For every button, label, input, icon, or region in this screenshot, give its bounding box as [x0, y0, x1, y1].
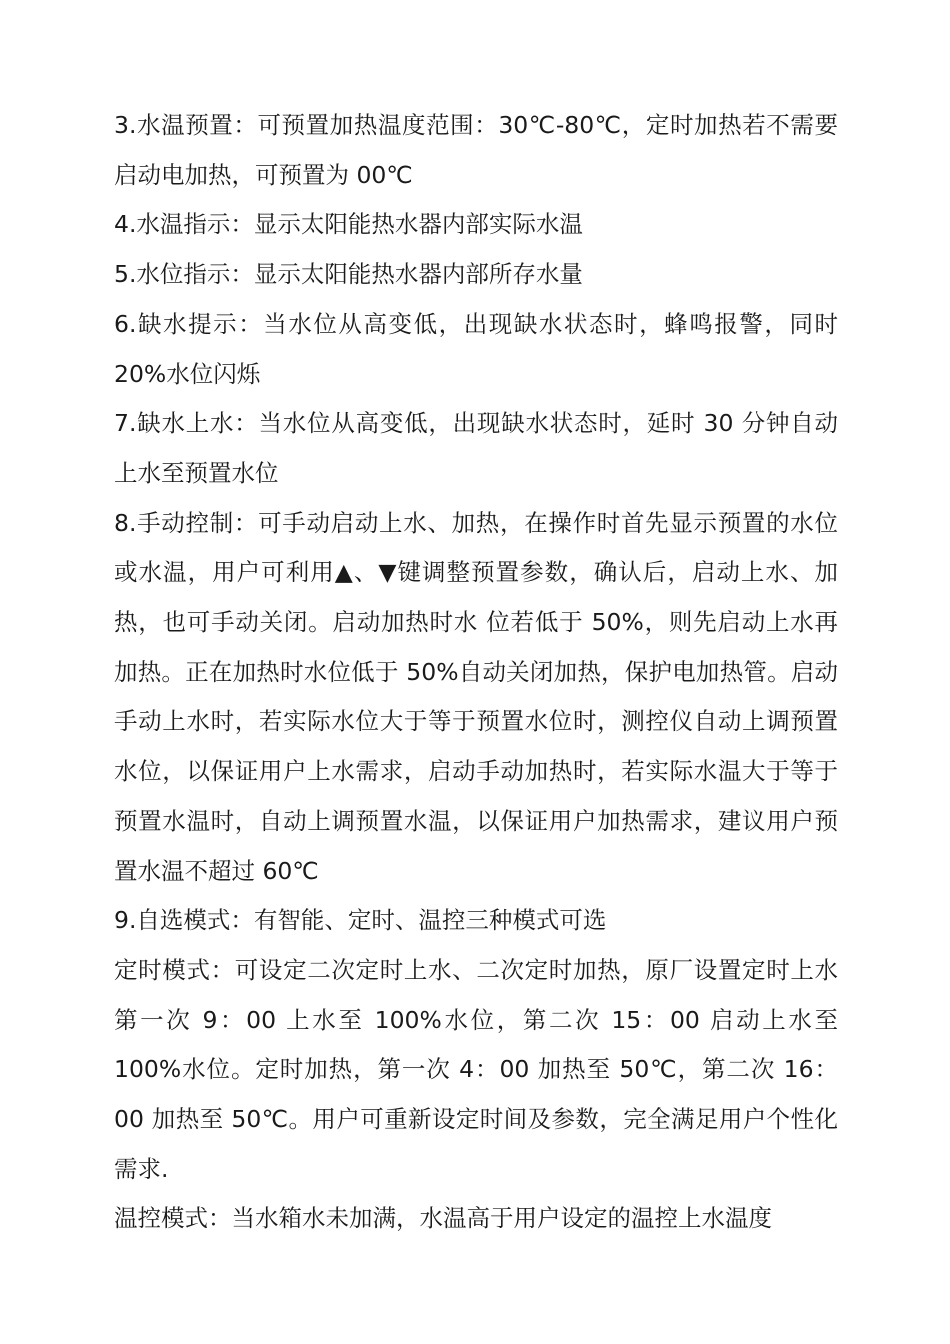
paragraph-temp-control-mode: 温控模式：当水箱水未加满，水温高于用户设定的温控上水温度 — [114, 1204, 772, 1233]
paragraph-low-water-alert: 6.缺水提示：当水位从高变低，出现缺水状态时，蜂鸣报警，同时20%水位闪烁 — [114, 309, 838, 388]
paragraph-timer-mode: 定时模式：可设定二次定时上水、二次定时加热，原厂设置定时上水第一次 9：00 上水至 100%水位，第二次 15：00 启动上水至 100%水位。定时加热，第一次 4：00 加热至 50℃，第二次 16：00 加热至 50℃。用户可重新设定时间及参数，完全满足用户个性化需求. — [114, 955, 838, 1183]
paragraph-manual-control: 8.手动控制：可手动启动上水、加热，在操作时首先显示预置的水位或水温，用户可利用▲、▼键调整预置参数，确认后，启动上水、加热，也可手动关闭。启动加热时水 位若低于 50%，则先启动上水再加热。正在加热时水位低于 50%自动关闭加热，保护电加热管。启动手动上水时，若实际水位大于等于预置水位时，测控仪自动上调预置水位，以保证用户上水需求，启动手动加热时，若实际水温大于等于预置水温时，自动上调预置水温，以保证用户加热需求，建议用户预置水温不超过 60℃ — [114, 508, 838, 885]
paragraph-mode-select: 9.自选模式：有智能、定时、温控三种模式可选 — [114, 906, 607, 935]
paragraph-water-level-indicator: 5.水位指示：显示太阳能热水器内部所存水量 — [114, 260, 583, 289]
document-page — [114, 101, 838, 1244]
paragraph-water-temp-indicator: 4.水温指示：显示太阳能热水器内部实际水温 — [114, 210, 583, 239]
paragraph-water-temp-preset: 3.水温预置：可预置加热温度范围：30℃-80℃，定时加热若不需要启动电加热，可预置为 00℃ — [114, 111, 838, 189]
paragraph-low-water-refill: 7.缺水上水：当水位从高变低，出现缺水状态时，延时 30 分钟自动上水至预置水位 — [114, 409, 838, 487]
